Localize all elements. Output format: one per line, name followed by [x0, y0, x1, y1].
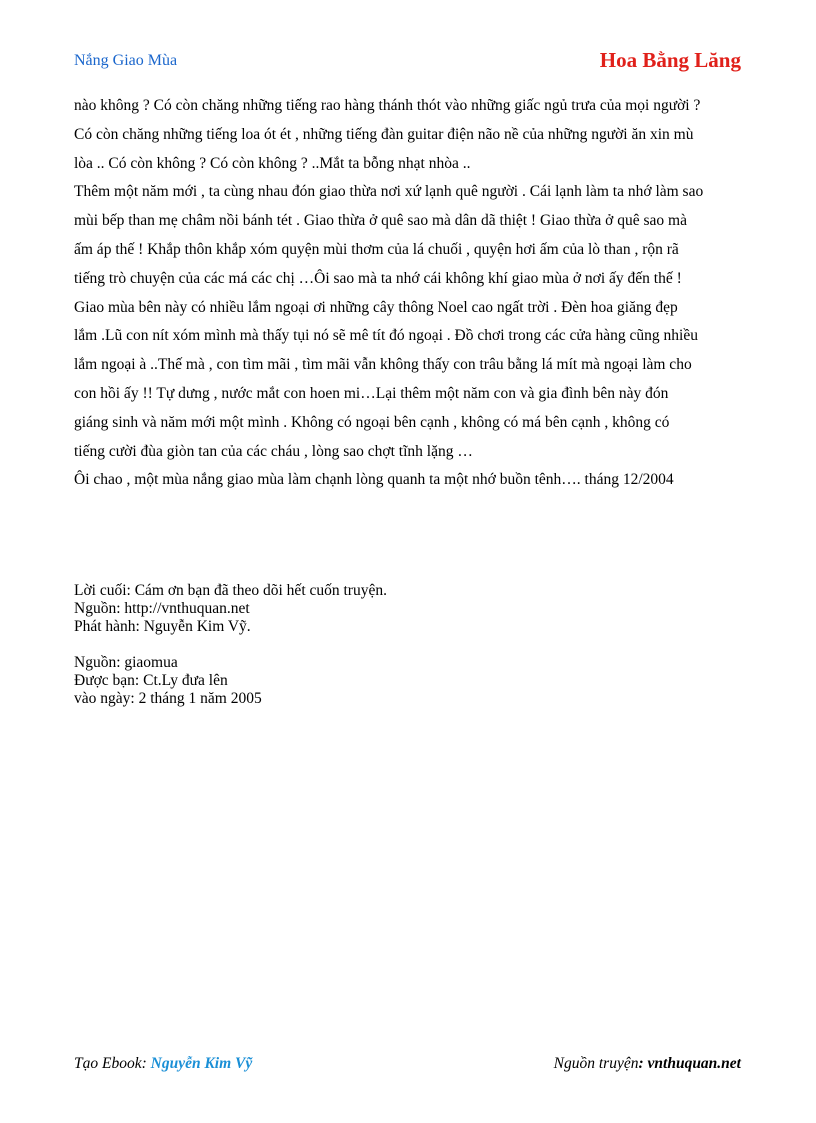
body-line: ấm áp thế ! Khắp thôn khắp xóm quyện mùi thơm của lá chuối , quyện hơi ấm của lò than , rộn rã — [74, 240, 679, 258]
publisher: Phát hành: Nguyễn Kim Vỹ. — [74, 618, 251, 635]
footer-source-separator: : — [638, 1055, 648, 1072]
upload-date: vào ngày: 2 tháng 1 năm 2005 — [74, 690, 262, 707]
body-line: tiếng cười đùa giòn tan của các cháu , lòng sao chợt tĩnh lặng … — [74, 442, 473, 460]
footer-ebook-separator: : — [141, 1055, 151, 1072]
body-line: lắm ngoại à ..Thế mà , con tìm mãi , tìm mãi vẫn không thấy con trâu bằng lá mít mà ngoại làm cho — [74, 356, 692, 374]
footer-ebook-label: Tạo Ebook — [74, 1055, 142, 1072]
body-line: mùi bếp than mẹ châm nồi bánh tét . Giao thừa ở quê sao mà dân dã thiệt ! Giao thừa ở quê sao mà — [74, 212, 687, 230]
footer-source-site: vnthuquan.net — [647, 1055, 741, 1072]
footer-ebook-credit — [74, 1055, 252, 1073]
body-line: giáng sinh và năm mới một mình . Không có ngoại bên cạnh , không có má bên cạnh , không có — [74, 413, 670, 431]
source-name: Nguồn: giaomua — [74, 654, 178, 671]
source-url: Nguồn: http://vnthuquan.net — [74, 600, 250, 617]
body-line: con hồi ấy !! Tự dưng , nước mắt con hoen mi…Lại thêm một năm con và gia đình bên này đón — [74, 384, 669, 402]
footer-source-label: Nguồn truyện — [553, 1055, 639, 1072]
body-line: tiếng trò chuyện của các má các chị …Ôi sao mà ta nhớ cái không khí giao mùa ở nơi ấy đến thế ! — [74, 269, 682, 287]
body-line: nào không ? Có còn chăng những tiếng rao hàng thánh thót vào những giấc ngủ trưa của mọi người ? — [74, 97, 701, 114]
body-line: lòa .. Có còn không ? Có còn không ? ..Mắt ta bỗng nhạt nhòa .. — [74, 154, 471, 172]
header-story-title: Nắng Giao Mùa — [74, 52, 178, 69]
story-body — [74, 92, 746, 495]
uploaded-by: Được bạn: Ct.Ly đưa lên — [74, 672, 228, 689]
footer-source-credit — [554, 1055, 741, 1073]
header-author-name: Hoa Bằng Lăng — [599, 48, 741, 72]
body-line: Thêm một năm mới , ta cùng nhau đón giao thừa nơi xứ lạnh quê người . Cái lạnh làm ta nhớ làm sao — [74, 183, 704, 201]
body-line: lắm .Lũ con nít xóm mình mà thấy tụi nó sẽ mê tít đó ngoại . Đồ chơi trong các cửa hàng cũng nhiều — [74, 327, 698, 345]
footer-ebook-name: Nguyễn Kim Vỹ — [150, 1055, 253, 1072]
credits-gap — [74, 636, 387, 654]
body-line: Ôi chao , một mùa nắng giao mùa làm chạnh lòng quanh ta một nhớ buồn tênh…. tháng 12/2004 — [74, 471, 674, 489]
body-line: Giao mùa bên này có nhiều lắm ngoại ơi những cây thông Noel cao ngất trời . Đèn hoa giăng đẹp — [74, 298, 678, 316]
closing-note: Lời cuối: Cám ơn bạn đã theo dõi hết cuốn truyện. — [74, 582, 387, 599]
credits-block — [74, 582, 387, 708]
body-line: Có còn chăng những tiếng loa ót ét , những tiếng đàn guitar điện não nề của những người ăn xin mù — [74, 125, 694, 143]
